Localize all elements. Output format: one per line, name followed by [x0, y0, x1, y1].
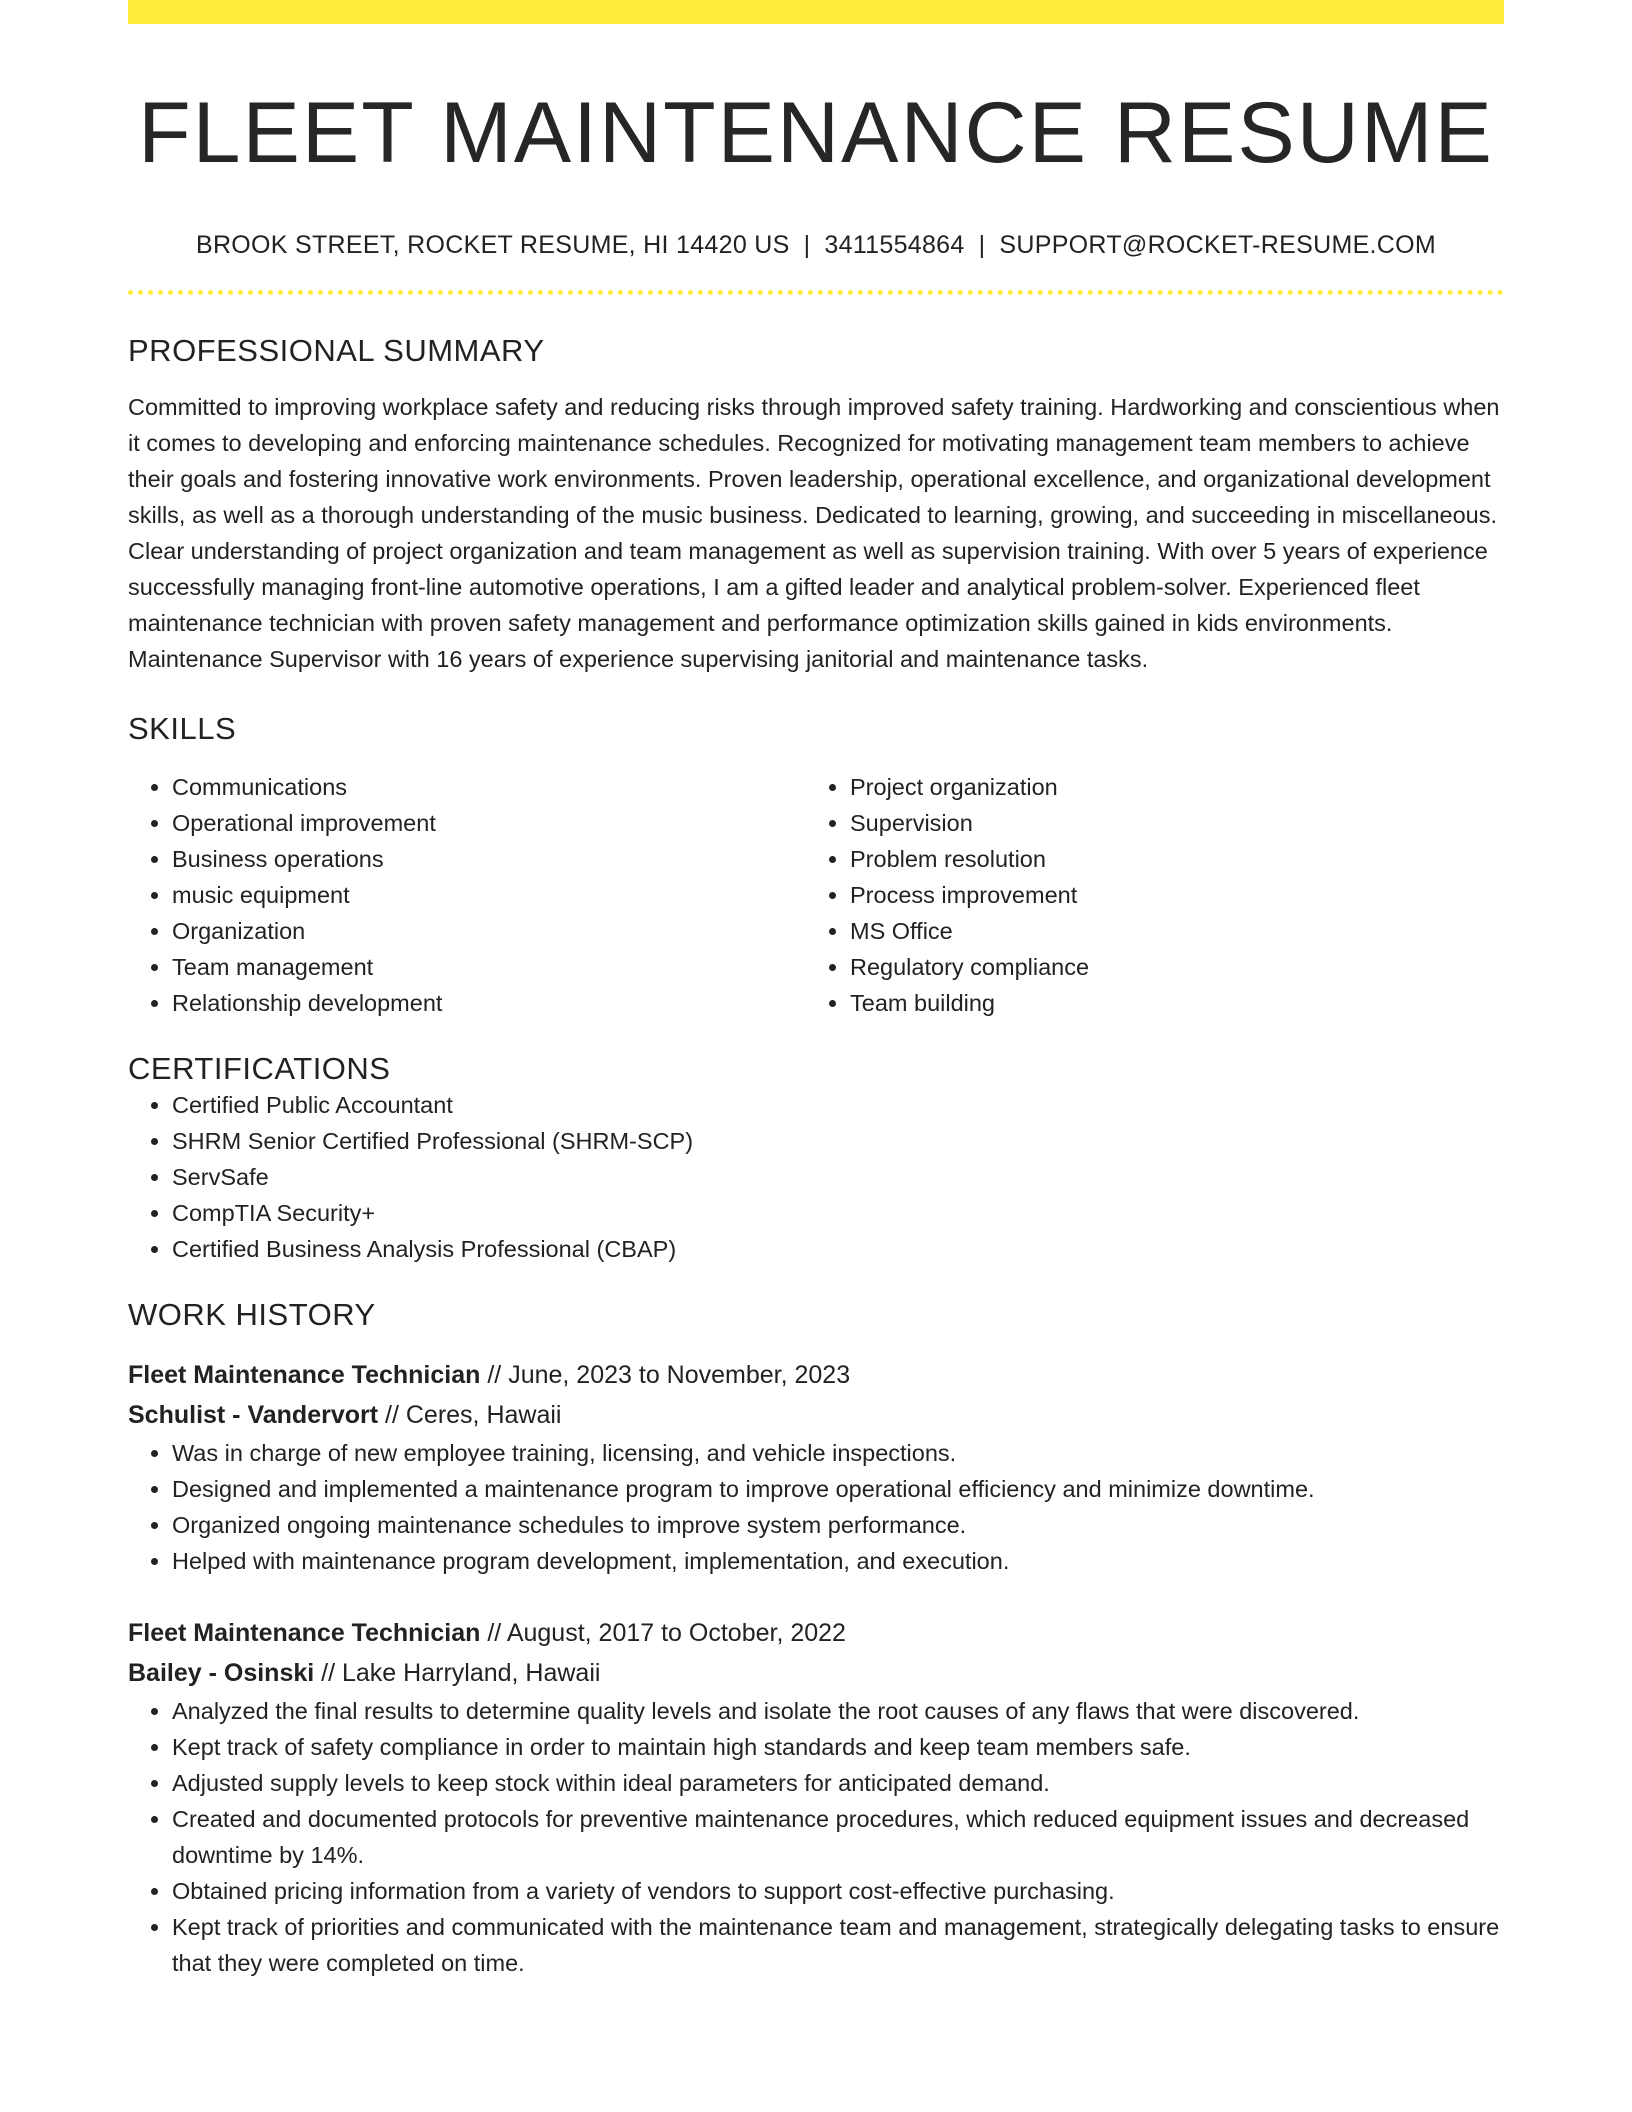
skill-item: • Regulatory compliance	[850, 949, 1484, 985]
job-location: Lake Harryland, Hawaii	[342, 1658, 601, 1687]
job-dates: June, 2023 to November, 2023	[508, 1360, 851, 1389]
skills-list-right	[806, 769, 1484, 1021]
job-company: Bailey - Osinski	[128, 1658, 315, 1687]
skill-item: • MS Office	[850, 913, 1484, 949]
certifications-heading: CERTIFICATIONS	[128, 1050, 391, 1086]
job-bullet: • Kept track of priorities and communicated with the maintenance team and management, strategically delegating tasks to ensure that they were completed on time.	[172, 1909, 1504, 1981]
certifications-list	[128, 1087, 1504, 1267]
resume-page	[128, 0, 1504, 1981]
job-bullets	[128, 1435, 1504, 1579]
job-company-line: Schulist - Vandervort // Ceres, Hawaii	[128, 1400, 562, 1429]
skill-item: • Operational improvement	[172, 805, 806, 841]
skills-column-left	[128, 769, 806, 1021]
job-company: Schulist - Vandervort	[128, 1400, 379, 1429]
skill-item: • Business operations	[172, 841, 806, 877]
skill-item: • Project organization	[850, 769, 1484, 805]
job-title: Fleet Maintenance Technician	[128, 1618, 481, 1647]
certification-item: • ServSafe	[172, 1159, 1504, 1195]
skills-column-right	[806, 769, 1484, 1021]
job-bullet: • Kept track of safety compliance in order to maintain high standards and keep team members safe.	[172, 1729, 1504, 1765]
job-bullet: • Helped with maintenance program development, implementation, and execution.	[172, 1543, 1504, 1579]
certification-item: • Certified Business Analysis Professional (CBAP)	[172, 1231, 1504, 1267]
job-company-line: Bailey - Osinski // Lake Harryland, Hawaii	[128, 1658, 601, 1687]
job-bullets	[128, 1693, 1504, 1981]
certification-item: • SHRM Senior Certified Professional (SHRM-SCP)	[172, 1123, 1504, 1159]
skill-item: • Team management	[172, 949, 806, 985]
contact-separator: |	[803, 230, 811, 259]
job-entry	[128, 1355, 1504, 1579]
resume-title: FLEET MAINTENANCE RESUME	[138, 85, 1494, 181]
job-bullet: • Created and documented protocols for preventive maintenance procedures, which reduced equipment issues and decreased downtime by 14%.	[172, 1801, 1504, 1873]
skill-item: • Supervision	[850, 805, 1484, 841]
job-bullet: • Obtained pricing information from a variety of vendors to support cost-effective purchasing.	[172, 1873, 1504, 1909]
job-title-line: Fleet Maintenance Technician // June, 2023 to November, 2023	[128, 1360, 851, 1389]
job-bullet: • Analyzed the final results to determine quality levels and isolate the root causes of any flaws that were discovered.	[172, 1693, 1504, 1729]
work-history-heading: WORK HISTORY	[128, 1296, 376, 1332]
contact-line	[128, 231, 1504, 260]
summary-text: Committed to improving workplace safety and reducing risks through improved safety training. Hardworking and conscientious when it comes to developing and enforcing maintenance schedules. Recognized for motivating management team members to achieve their goals and fostering innovative work environments. Proven leadership, operational excellence, and organizational development skills, as well as a thorough understanding of the music business. Dedicated to learning, growing, and succeeding in miscellaneous. Clear understanding of project organization and team management as well as supervision training. With over 5 years of experience successfully managing front-line automotive operations, I am a gifted leader and analytical problem-solver. Experienced fleet maintenance technician with proven safety management and performance optimization skills gained in kids environments. Maintenance Supervisor with 16 years of experience supervising janitorial and maintenance tasks.	[128, 393, 1500, 672]
top-accent-bar	[128, 0, 1504, 24]
job-location: Ceres, Hawaii	[405, 1400, 562, 1429]
skill-item: • Team building	[850, 985, 1484, 1021]
contact-phone: 3411554864	[824, 230, 965, 259]
job-title: Fleet Maintenance Technician	[128, 1360, 481, 1389]
skill-item: • Communications	[172, 769, 806, 805]
skill-item: • Relationship development	[172, 985, 806, 1021]
job-entry	[128, 1613, 1504, 1981]
job-dates: August, 2017 to October, 2022	[506, 1618, 846, 1647]
summary-heading: PROFESSIONAL SUMMARY	[128, 332, 545, 368]
job-bullet: • Was in charge of new employee training, licensing, and vehicle inspections.	[172, 1435, 1504, 1471]
job-bullet: • Designed and implemented a maintenance program to improve operational efficiency and minimize downtime.	[172, 1471, 1504, 1507]
job-bullet: • Organized ongoing maintenance schedules to improve system performance.	[172, 1507, 1504, 1543]
skill-item: • Organization	[172, 913, 806, 949]
contact-email: SUPPORT@ROCKET-RESUME.COM	[999, 230, 1437, 259]
certification-item: • CompTIA Security+	[172, 1195, 1504, 1231]
certification-item: • Certified Public Accountant	[172, 1087, 1504, 1123]
skills-heading: SKILLS	[128, 710, 237, 746]
dotted-divider	[128, 290, 1504, 295]
skill-item: • Problem resolution	[850, 841, 1484, 877]
contact-address: BROOK STREET, ROCKET RESUME, HI 14420 US	[195, 230, 790, 259]
skills-list-left	[128, 769, 806, 1021]
job-title-line: Fleet Maintenance Technician // August, 2017 to October, 2022	[128, 1618, 846, 1647]
job-bullet: • Adjusted supply levels to keep stock within ideal parameters for anticipated demand.	[172, 1765, 1504, 1801]
skill-item: • Process improvement	[850, 877, 1484, 913]
skill-item: • music equipment	[172, 877, 806, 913]
contact-separator: |	[978, 230, 986, 259]
skills-grid	[128, 769, 1504, 1021]
